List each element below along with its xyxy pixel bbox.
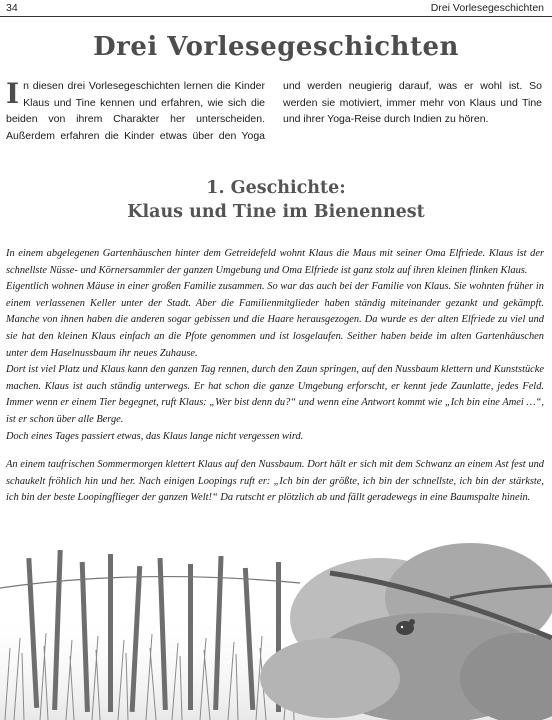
story-heading-line1: 1. Geschichte: (206, 178, 346, 198)
drop-cap: I (6, 77, 20, 110)
story-paragraph-5: An einem taufrischen Sommermorgen klettert Klaus auf den Nussbaum. Dort hält er sich mit dem Schwanz an einem Ast fest und schaukelt fröhlich hin und her. Nach einigen Loopings ruft er: „Ich bin der größte, ich bin der schnellste, ich bin der stärkste, ich bin der beste Loopingflieger der ganzen Welt!“ Da rutscht er plötzlich ab und fällt geradewegs in eine Baumspalte hinein. (6, 459, 544, 504)
story-paragraph-3: Dort ist viel Platz und Klaus kann den ganzen Tag rennen, durch den Zaun springen, auf den Nussbaum klettern und Kunststücke machen. Klaus ist auch ständig unterwegs. Er hat schon die ganze Umgebung erforscht, er kennt jede Zaunlatte, jedes Feld. Immer wenn er einem Tier begegnet, ruft Klaus: „Wer bist denn du?“ und wenn eine Antwort kommt wie „Ich bin eine Amei …“, ist er schon über alle Berge. (6, 364, 544, 425)
running-header (0, 0, 552, 17)
fence-wire (0, 577, 300, 588)
story-heading (0, 176, 552, 224)
garden-fence-illustration (0, 528, 552, 720)
paragraph-gap (6, 445, 544, 457)
intro-paragraph (6, 78, 542, 144)
story-heading-line2: Klaus und Tine im Bienennest (127, 202, 425, 222)
page-title: Drei Vorlesegeschichten (93, 32, 459, 62)
story-paragraph-2: Eigentlich wohnen Mäuse in einer großen Familie zusammen. So war das auch bei der Familie von Klaus. Sie wohnten früher in einem verlassenen Keller unter der Stadt. Aber die Familienmitglieder haben ständig miteinander gezankt und gekämpft. Manche von ihnen haben die anderen sogar gebissen und die Haare herausgezogen. Da wurde es der alten Elfriede zu viel und sie hat den kleinen Klaus einfach an die Pfote genommen und ist losgelaufen. Seither haben beide im alten Gartenhäuschen unter dem Haselnussbaum ihr neues Zuhause. (6, 281, 544, 359)
running-title: Drei Vorlesegeschichten (430, 2, 544, 14)
story-text (6, 246, 544, 507)
story-paragraph-4: Doch eines Tages passiert etwas, das Klaus lange nicht vergessen wird. (6, 430, 304, 442)
page-number: 34 (6, 2, 18, 14)
story-paragraph-1: In einem abgelegenen Gartenhäuschen hinter dem Getreidefeld wohnt Klaus die Maus mit seiner Oma Elfriede. Klaus ist der schnellste Nüsse- und Körnersammler der ganzen Umgebung und Oma Elfriede ist ganz stolz auf ihren kleinen flinken Klaus. (6, 248, 544, 276)
intro-text: n diesen drei Vorlesegeschichten lernen die Kinder Klaus und Tine kennen und erfahren, wie sich die beiden von ihrem Charakter her unterscheiden. Außerdem erfahren die Kinder etwas über den Yoga und werden neugierig darauf, was er wohl ist. So werden sie motiviert, immer mehr von Klaus und Tine und ihrer Yoga-Reise durch Indien zu hören. (6, 80, 542, 142)
